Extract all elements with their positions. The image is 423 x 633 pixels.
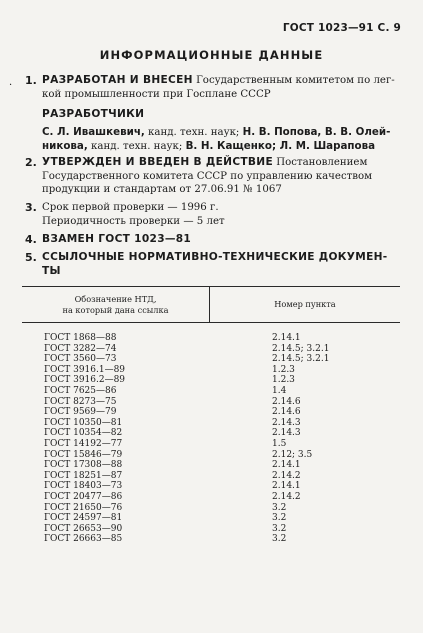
table-header-row: [22, 287, 400, 323]
table-row: [22, 344, 400, 355]
document-designation-cell: ГОСТ 3282—74: [44, 343, 117, 354]
section-text: продукции и стандартам от 27.06.91 № 1067: [42, 184, 282, 195]
table-row: [22, 513, 400, 524]
table-row: [22, 375, 400, 386]
clause-number-cell: 2.14.3: [272, 428, 301, 439]
margin-mark: ·: [9, 80, 13, 91]
clause-number-cell: 3.2: [272, 502, 287, 513]
section-caption: РАЗРАБОТАН И ВНЕСЕН: [42, 74, 193, 86]
table-row: [22, 365, 400, 376]
document-designation-cell: ГОСТ 17308—88: [44, 460, 123, 471]
clause-number-cell: 1.2.3: [272, 364, 295, 375]
developer-name: В. Н. Кащенко; Л. М. Шарапова: [185, 139, 376, 152]
page-header-code: ГОСТ 1023—91 С. 9: [282, 22, 401, 34]
clause-number-cell: 3.2: [272, 534, 287, 545]
page-title: ИНФОРМАЦИОННЫЕ ДАННЫЕ: [99, 48, 324, 62]
document-designation-cell: ГОСТ 7625—86: [44, 385, 117, 396]
clause-number-cell: 3.2: [272, 513, 287, 524]
document-designation-cell: ГОСТ 15846—79: [44, 449, 123, 460]
document-designation-cell: ГОСТ 24597—81: [44, 513, 123, 524]
developers-list: [42, 126, 397, 153]
document-designation-cell: ГОСТ 20477—86: [44, 491, 123, 502]
clause-number-cell: 2.14.3: [272, 417, 301, 428]
section-1: [25, 74, 397, 101]
developers-heading: [42, 108, 397, 122]
table-row: [22, 439, 400, 450]
clause-number-cell: 2.14.5; 3.2.1: [272, 354, 330, 365]
document-designation-cell: ГОСТ 8273—75: [44, 396, 117, 407]
column-header-clause: Номер пункта: [210, 287, 401, 323]
section-5: [25, 251, 397, 278]
table-row: [22, 386, 400, 397]
developer-role: канд. техн. наук;: [87, 140, 186, 152]
table-row: [22, 534, 400, 545]
table-row: [22, 492, 400, 503]
developers-caption: РАЗРАБОТЧИКИ: [42, 108, 145, 120]
section-caption: ВЗАМЕН ГОСТ 1023—81: [42, 233, 192, 245]
table-row: [22, 481, 400, 492]
section-text: Государственного комитета СССР по управлению качеством: [42, 170, 373, 182]
section-number: 1.: [25, 74, 37, 87]
table-row: [22, 471, 400, 482]
table-row: [22, 428, 400, 439]
section-text: Периодичность проверки — 5 лет: [42, 215, 225, 227]
clause-number-cell: 3.2: [272, 523, 287, 534]
clause-number-cell: 2.14.1: [272, 333, 301, 343]
document-designation-cell: ГОСТ 3916.2—89: [44, 375, 126, 386]
clause-number-cell: 2.14.6: [272, 407, 301, 418]
clause-number-cell: 2.14.6: [272, 396, 301, 407]
table-row: [22, 450, 400, 461]
developer-name: С. Л. Ивашкевич,: [42, 126, 145, 138]
document-designation-cell: ГОСТ 10354—82: [44, 428, 123, 439]
document-designation-cell: ГОСТ 18403—73: [44, 481, 123, 492]
clause-number-cell: 1.5: [272, 438, 287, 449]
table-row: [22, 524, 400, 535]
reference-table: [22, 286, 400, 545]
clause-number-cell: 1.4: [272, 385, 287, 396]
clause-number-cell: 2.14.2: [272, 491, 301, 502]
column-header-line: Обозначение НТД,: [74, 294, 157, 304]
document-designation-cell: ГОСТ 26653—90: [44, 523, 123, 534]
column-header-document: [22, 287, 210, 323]
section-text: кой промышленности при Госплане СССР: [42, 88, 271, 100]
section-text: Постановлением: [273, 157, 368, 168]
document-designation-cell: ГОСТ 21650—76: [44, 502, 123, 513]
clause-number-cell: 2.14.5; 3.2.1: [272, 343, 330, 354]
section-4: [25, 233, 397, 247]
section-text: Срок первой проверки — 1996 г.: [42, 202, 219, 213]
document-designation-cell: ГОСТ 10350—81: [44, 417, 123, 428]
document-designation-cell: ГОСТ 18251—87: [44, 470, 123, 481]
table-row: [22, 418, 400, 429]
clause-number-cell: 2.12; 3.5: [272, 449, 313, 460]
section-number: 3.: [25, 201, 37, 214]
table-row: [22, 503, 400, 514]
section-2: [25, 156, 397, 197]
section-caption: ССЫЛОЧНЫЕ НОРМАТИВНО-ТЕХНИЧЕСКИЕ ДОКУМЕН-: [42, 251, 388, 263]
document-designation-cell: ГОСТ 3560—73: [44, 354, 117, 365]
clause-number-cell: 2.14.1: [272, 460, 301, 471]
section-number: 4.: [25, 233, 37, 246]
section-caption: ТЫ: [42, 264, 61, 277]
clause-number-cell: 2.14.2: [272, 470, 301, 481]
table-row: [22, 397, 400, 408]
document-designation-cell: ГОСТ 26663—85: [44, 534, 123, 545]
developer-name: Н. В. Попова, В. В. Олей-: [242, 126, 391, 138]
section-caption: УТВЕРЖДЕН И ВВЕДЕН В ДЕЙСТВИЕ: [42, 156, 274, 168]
clause-number-cell: 1.2.3: [272, 375, 295, 386]
document-designation-cell: ГОСТ 3916.1—89: [44, 364, 126, 375]
table-row: [22, 323, 400, 344]
section-number: 5.: [25, 251, 37, 264]
table-row: [22, 407, 400, 418]
table-row: [22, 460, 400, 471]
table-body: [22, 323, 400, 545]
clause-number-cell: 2.14.1: [272, 481, 301, 492]
document-designation-cell: ГОСТ 14192—77: [44, 438, 123, 449]
section-number: 2.: [25, 156, 37, 169]
section-3: [25, 201, 397, 228]
developer-role: канд. техн. наук;: [144, 127, 243, 138]
section-text: Государственным комитетом по лег-: [192, 75, 395, 86]
document-designation-cell: ГОСТ 1868—88: [44, 333, 117, 343]
column-header-line: на который дана ссылка: [62, 304, 169, 315]
document-designation-cell: ГОСТ 9569—79: [44, 407, 117, 418]
table-row: [22, 354, 400, 365]
developer-name: никова,: [42, 139, 88, 152]
